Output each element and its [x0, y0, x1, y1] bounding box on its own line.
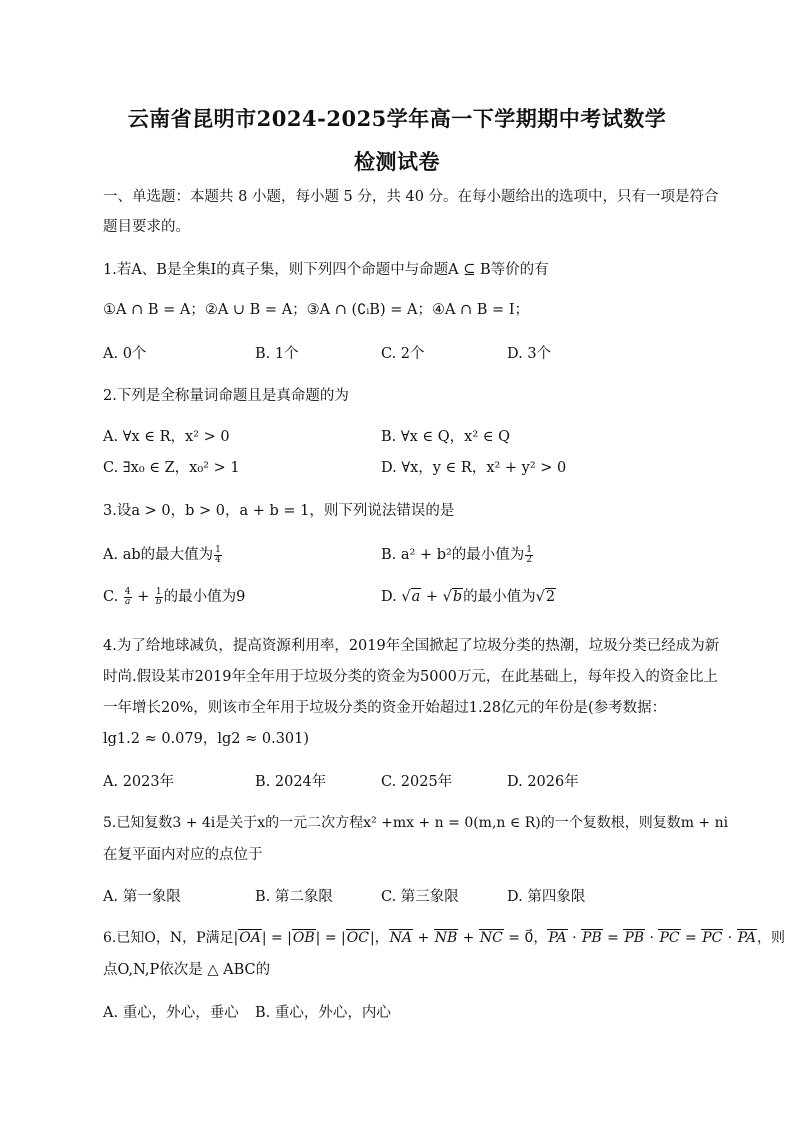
- q4-line1: 4.为了给地球减负，提高资源利用率，2019年全国掀起了垃圾分类的热潮，垃圾分类已经成为新: [103, 638, 720, 654]
- q3-option-d-prefix: D.: [381, 589, 397, 605]
- q5-line2: 在复平面内对应的点位于: [103, 847, 263, 863]
- q6-line2: 点O,N,P依次是 △ ABC的: [103, 962, 271, 978]
- q6-option-a: A. 重心，外心，垂心: [103, 1005, 239, 1021]
- q1-option-d: D. 3个: [507, 346, 552, 362]
- q6-option-b: B. 重心，外心，内心: [255, 1005, 391, 1021]
- q2-option-b: B. ∀x ∈ Q，x² ∈ Q: [381, 429, 510, 445]
- q4-option-a: A. 2023年: [103, 774, 175, 790]
- q4-option-c: C. 2025年: [381, 774, 453, 790]
- q3-option-c-prefix: C.: [103, 589, 119, 605]
- fraction-one-quarter: $\frac{1}{4}$: [215, 544, 221, 565]
- q5-line1: 5.已知复数3 + 4i是关于x的一元二次方程x² +mx + n = 0(m,n ∈ R)的一个复数根，则复数m + ni: [103, 815, 729, 831]
- fraction-one-over-b: $\frac{1}{b}$: [155, 586, 162, 607]
- q4-option-d: D. 2026年: [507, 774, 579, 790]
- q2-stem: 2.下列是全称量词命题且是真命题的为: [103, 388, 349, 404]
- q1-option-b: B. 1个: [255, 346, 299, 362]
- q3-option-d: D. √a + √b的最小值为√2: [381, 589, 556, 605]
- q1-stem: 1.若A、B是全集I的真子集，则下列四个命题中与命题A ⊆ B等价的有: [103, 262, 549, 278]
- q1-option-a: A. 0个: [103, 346, 147, 362]
- q3-stem: 3.设a > 0，b > 0，a + b = 1，则下列说法错误的是: [103, 503, 455, 519]
- q1-option-c: C. 2个: [381, 346, 425, 362]
- q5-option-b: B. 第二象限: [255, 889, 333, 905]
- exam-title-line2: 检测试卷: [354, 149, 440, 174]
- q4-line4: lg1.2 ≈ 0.079，lg2 ≈ 0.301): [103, 731, 310, 747]
- section-instructions-line1: 一、单选题：本题共 8 小题，每小题 5 分，共 40 分。在每小题给出的选项中，只有一项是符合: [103, 189, 719, 205]
- q2-option-d: D. ∀x，y ∈ R，x² + y² > 0: [381, 460, 567, 476]
- q2-option-c: C. ∃x₀ ∈ Z，x₀² > 1: [103, 460, 240, 476]
- q3-option-c: C. $\frac{4}{a}$ + $\frac{1}{b}$ 的最小值为9: [103, 586, 246, 607]
- q1-items: ①A ∩ B = A；②A ∪ B = A；③A ∩ (∁ᵢB) = A；④A ∩ B = I；: [103, 302, 530, 318]
- q4-line2: 时尚.假设某市2019年全年用于垃圾分类的资金为5000万元，在此基础上，每年投入的资金比上: [103, 669, 718, 685]
- section-instructions-line2: 题目要求的。: [103, 219, 190, 235]
- q3-option-d-text: 的最小值为: [463, 589, 536, 605]
- q5-option-a: A. 第一象限: [103, 889, 181, 905]
- q3-option-b: [381, 543, 534, 565]
- q3-option-c-text: 的最小值为9: [163, 589, 246, 605]
- q2-option-a: A. ∀x ∈ R，x² > 0: [103, 429, 230, 445]
- q5-option-c: C. 第三象限: [381, 889, 459, 905]
- q3-option-a: [103, 543, 223, 565]
- exam-title-line1: 云南省昆明市2024-2025学年高一下学期期中考试数学: [127, 106, 667, 131]
- fraction-one-half: $\frac{1}{2}$: [526, 544, 533, 565]
- q6-line1-prefix: 6.已知O，N，P满足|: [103, 930, 239, 946]
- q3-option-a-text: A. ab的最大值为: [103, 547, 214, 563]
- q4-option-b: B. 2024年: [255, 774, 327, 790]
- q5-option-d: D. 第四象限: [507, 889, 586, 905]
- q4-line3: 一年增长20%，则该市全年用于垃圾分类的资金开始超过1.28亿元的年份是(参考数据：: [103, 700, 667, 716]
- q6-line1: 6.已知O，N，P满足|OA| = |OB| = |OC|，NA + NB + NC = 0⃗，PA · PB = PB · PC = PC · PA，则: [103, 930, 785, 946]
- q3-option-b-text: B. a² + b²的最小值为: [381, 547, 525, 563]
- fraction-four-over-a: $\frac{4}{a}$: [124, 586, 131, 607]
